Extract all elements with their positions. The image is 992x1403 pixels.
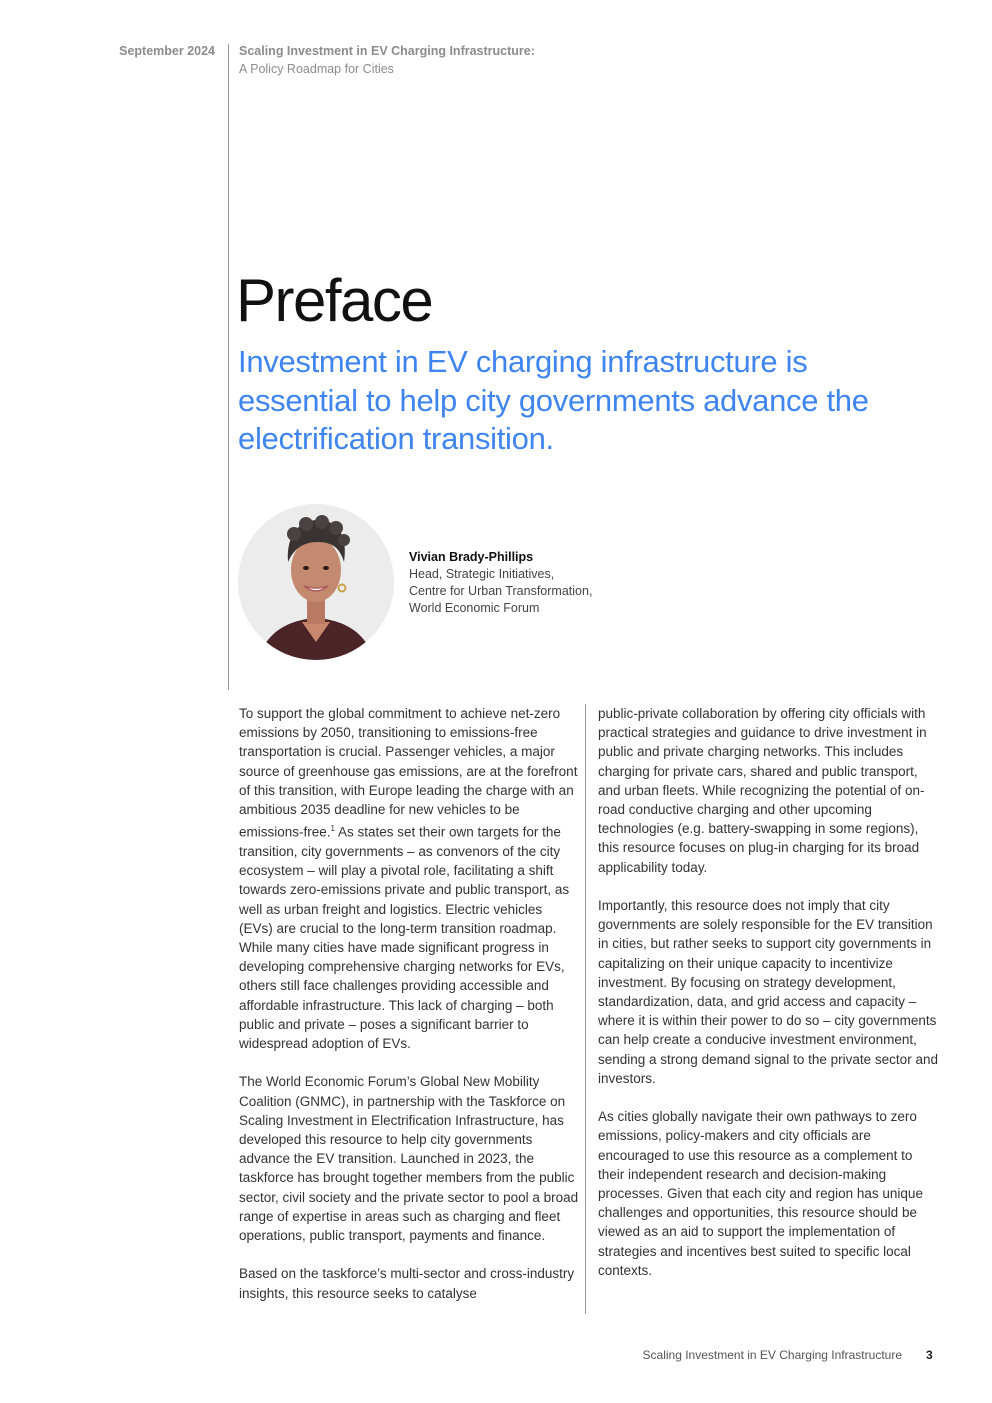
body-paragraph: The World Economic Forum’s Global New Mobility Coalition (GNMC), in partnership with the Taskforce on Scaling Investment in Electrification Infrastructure, has developed this resource to help city governments advance the EV transition. Launched in 2023, the taskforce has brought together members from the public sector, civil society and the private sector to pool a broad range of expertise in areas such as charging and fleet operations, public transport, payments and finance. xyxy=(239,1074,579,1243)
footer-title: Scaling Investment in EV Charging Infrastructure xyxy=(642,1348,902,1362)
body-paragraph: Importantly, this resource does not imply that city governments are solely responsible for the EV transition in cities, but rather seeks to support city governments in capitalizing on their unique capacity to incentivize investment. By focusing on strategy development, standardization, data, and grid access and capacity – where it is within their power to do so – city governments can help create a conducive investment environment, sending a strong demand signal to the private sector and investors. xyxy=(598,898,938,1086)
page-title: Preface xyxy=(236,267,433,334)
page-number: 3 xyxy=(926,1348,933,1362)
body-column-left xyxy=(239,704,579,1322)
author-department: Centre for Urban Transformation, xyxy=(409,584,593,598)
header-date: September 2024 xyxy=(119,44,215,58)
report-title: Scaling Investment in EV Charging Infrastructure: xyxy=(239,44,535,58)
body-paragraph: Based on the taskforce’s multi-sector and cross-industry insights, this resource seeks to catalyse xyxy=(239,1266,575,1301)
footnote-ref[interactable]: 1 xyxy=(330,824,335,834)
column-divider xyxy=(585,704,586,1314)
lead-statement: Investment in EV charging infrastructure is essential to help city governments advance the electrification transition. xyxy=(238,344,869,456)
author-info xyxy=(409,549,592,617)
author-name: Vivian Brady-Phillips xyxy=(409,550,534,564)
author-role: Head, Strategic Initiatives, xyxy=(409,567,555,581)
body-paragraph: As cities globally navigate their own pathways to zero emissions, policy-makers and city officials are encouraged to use this resource as a complement to their independent research and decision-making processes. Given that each city and region has unique challenges and opportunities, this resource should be viewed as an aid to support the implementation of strategies and incentives best suited to specific local contexts. xyxy=(598,1109,923,1278)
paragraph-text: To support the global commitment to achieve net-zero emissions by 2050, transitioning to emissions-free transportation is crucial. Passenger vehicles, a major source of greenhouse gas emissions, are at the forefront of this transition, with Europe leading the charge with an ambitious 2035 deadline for new vehicles to be emissions-free. xyxy=(239,706,578,840)
report-subtitle: A Policy Roadmap for Cities xyxy=(239,62,394,76)
portrait-illustration xyxy=(238,504,394,660)
body-paragraph: public-private collaboration by offering city officials with practical strategies and guidance to drive investment in public and private charging networks. This includes charging for private cars, shared and public transport, and urban fleets. While recognizing the potential of on-road conductive charging and other upcoming technologies (e.g. battery-swapping in some regions), this resource focuses on plug-in charging for its broad applicability today. xyxy=(598,706,927,875)
author-portrait xyxy=(238,504,394,660)
body-column-right xyxy=(598,704,938,1299)
paragraph-text: As states set their own targets for the transition, city governments – as convenors of the city ecosystem – will play a pivotal role, facilitating a shift towards zero-emissions private and public transport, as well as urban freight and logistics. Electric vehicles (EVs) are crucial to the long-term transition roadmap. While many cities have made significant progress in developing comprehensive charging networks for EVs, others still face challenges providing accessible and affordable infrastructure. This lack of charging – both public and private – poses a significant barrier to widespread adoption of EVs. xyxy=(239,824,570,1051)
author-organization: World Economic Forum xyxy=(409,601,540,615)
header-divider xyxy=(228,44,229,690)
body-paragraph xyxy=(239,704,579,1053)
